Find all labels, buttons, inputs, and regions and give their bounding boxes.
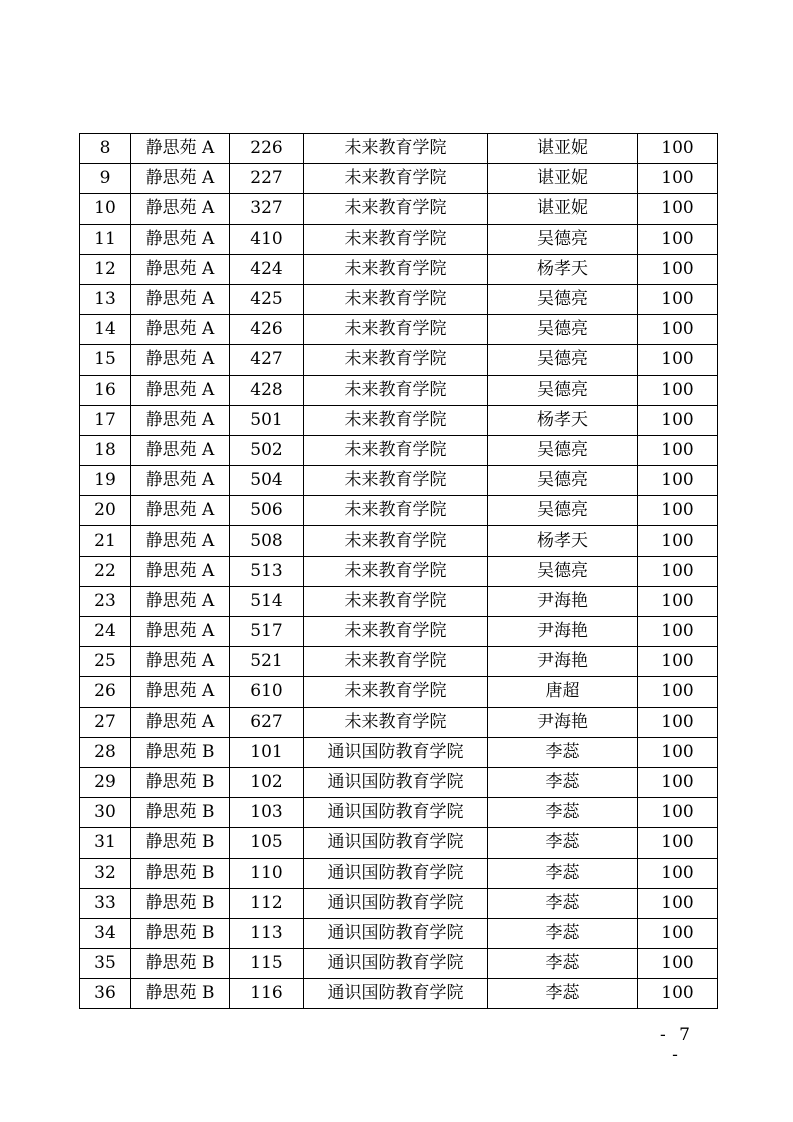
row-index-cell: 35 (80, 949, 131, 979)
college-cell: 通识国防教育学院 (304, 979, 488, 1009)
score-cell: 100 (638, 405, 718, 435)
counselor-cell: 李蕊 (488, 737, 638, 767)
building-cell: 静思苑 A (131, 405, 230, 435)
room-number-cell: 110 (230, 858, 304, 888)
row-index-cell: 19 (80, 466, 131, 496)
college-cell: 通识国防教育学院 (304, 798, 488, 828)
table-row (80, 767, 718, 797)
building-cell: 静思苑 B (131, 798, 230, 828)
room-number-cell: 504 (230, 466, 304, 496)
counselor-cell: 尹海艳 (488, 707, 638, 737)
building-cell: 静思苑 A (131, 435, 230, 465)
score-cell: 100 (638, 315, 718, 345)
room-number-cell: 514 (230, 586, 304, 616)
table-row (80, 918, 718, 948)
table-row (80, 617, 718, 647)
score-cell: 100 (638, 767, 718, 797)
room-number-cell: 105 (230, 828, 304, 858)
score-cell: 100 (638, 798, 718, 828)
row-index-cell: 36 (80, 979, 131, 1009)
counselor-cell: 吴德亮 (488, 375, 638, 405)
college-cell: 未来教育学院 (304, 496, 488, 526)
table-row (80, 526, 718, 556)
counselor-cell: 吴德亮 (488, 466, 638, 496)
row-index-cell: 18 (80, 435, 131, 465)
counselor-cell: 李蕊 (488, 888, 638, 918)
table-row (80, 315, 718, 345)
room-number-cell: 112 (230, 888, 304, 918)
room-number-cell: 116 (230, 979, 304, 1009)
row-index-cell: 12 (80, 254, 131, 284)
score-cell: 100 (638, 254, 718, 284)
room-number-cell: 424 (230, 254, 304, 284)
room-number-cell: 102 (230, 767, 304, 797)
building-cell: 静思苑 A (131, 586, 230, 616)
table-row (80, 647, 718, 677)
counselor-cell: 吴德亮 (488, 315, 638, 345)
college-cell: 未来教育学院 (304, 345, 488, 375)
score-cell: 100 (638, 556, 718, 586)
table-row (80, 466, 718, 496)
counselor-cell: 李蕊 (488, 828, 638, 858)
table-row (80, 194, 718, 224)
counselor-cell: 杨孝天 (488, 405, 638, 435)
college-cell: 未来教育学院 (304, 224, 488, 254)
building-cell: 静思苑 A (131, 134, 230, 164)
room-number-cell: 502 (230, 435, 304, 465)
college-cell: 未来教育学院 (304, 284, 488, 314)
page-number: - 7 - (660, 1025, 694, 1065)
table-row (80, 254, 718, 284)
counselor-cell: 谌亚妮 (488, 194, 638, 224)
college-cell: 未来教育学院 (304, 556, 488, 586)
table-row (80, 586, 718, 616)
room-number-cell: 227 (230, 164, 304, 194)
room-number-cell: 226 (230, 134, 304, 164)
college-cell: 未来教育学院 (304, 526, 488, 556)
table-row (80, 798, 718, 828)
building-cell: 静思苑 A (131, 224, 230, 254)
dormitory-score-table (79, 133, 718, 1009)
room-number-cell: 428 (230, 375, 304, 405)
row-index-cell: 10 (80, 194, 131, 224)
row-index-cell: 22 (80, 556, 131, 586)
college-cell: 未来教育学院 (304, 164, 488, 194)
row-index-cell: 27 (80, 707, 131, 737)
building-cell: 静思苑 B (131, 858, 230, 888)
score-cell: 100 (638, 858, 718, 888)
table-row (80, 496, 718, 526)
row-index-cell: 14 (80, 315, 131, 345)
building-cell: 静思苑 A (131, 466, 230, 496)
score-cell: 100 (638, 677, 718, 707)
counselor-cell: 李蕊 (488, 949, 638, 979)
row-index-cell: 23 (80, 586, 131, 616)
table-row (80, 134, 718, 164)
score-cell: 100 (638, 466, 718, 496)
dormitory-score-table-container (79, 133, 717, 1009)
row-index-cell: 31 (80, 828, 131, 858)
score-cell: 100 (638, 194, 718, 224)
room-number-cell: 513 (230, 556, 304, 586)
college-cell: 通识国防教育学院 (304, 949, 488, 979)
counselor-cell: 李蕊 (488, 767, 638, 797)
table-row (80, 979, 718, 1009)
college-cell: 通识国防教育学院 (304, 888, 488, 918)
counselor-cell: 李蕊 (488, 979, 638, 1009)
counselor-cell: 尹海艳 (488, 647, 638, 677)
score-cell: 100 (638, 435, 718, 465)
college-cell: 通识国防教育学院 (304, 858, 488, 888)
building-cell: 静思苑 A (131, 254, 230, 284)
score-cell: 100 (638, 888, 718, 918)
row-index-cell: 17 (80, 405, 131, 435)
college-cell: 未来教育学院 (304, 405, 488, 435)
score-cell: 100 (638, 828, 718, 858)
table-row (80, 284, 718, 314)
building-cell: 静思苑 A (131, 617, 230, 647)
row-index-cell: 16 (80, 375, 131, 405)
row-index-cell: 34 (80, 918, 131, 948)
room-number-cell: 627 (230, 707, 304, 737)
counselor-cell: 吴德亮 (488, 435, 638, 465)
score-cell: 100 (638, 949, 718, 979)
building-cell: 静思苑 A (131, 284, 230, 314)
row-index-cell: 8 (80, 134, 131, 164)
room-number-cell: 521 (230, 647, 304, 677)
row-index-cell: 9 (80, 164, 131, 194)
table-row (80, 828, 718, 858)
score-cell: 100 (638, 526, 718, 556)
counselor-cell: 吴德亮 (488, 224, 638, 254)
row-index-cell: 28 (80, 737, 131, 767)
room-number-cell: 113 (230, 918, 304, 948)
score-cell: 100 (638, 284, 718, 314)
score-cell: 100 (638, 617, 718, 647)
college-cell: 未来教育学院 (304, 466, 488, 496)
room-number-cell: 410 (230, 224, 304, 254)
counselor-cell: 吴德亮 (488, 284, 638, 314)
college-cell: 通识国防教育学院 (304, 737, 488, 767)
room-number-cell: 506 (230, 496, 304, 526)
college-cell: 未来教育学院 (304, 647, 488, 677)
room-number-cell: 426 (230, 315, 304, 345)
room-number-cell: 508 (230, 526, 304, 556)
row-index-cell: 26 (80, 677, 131, 707)
room-number-cell: 103 (230, 798, 304, 828)
score-cell: 100 (638, 375, 718, 405)
building-cell: 静思苑 A (131, 496, 230, 526)
table-row (80, 949, 718, 979)
table-row (80, 345, 718, 375)
building-cell: 静思苑 B (131, 737, 230, 767)
row-index-cell: 24 (80, 617, 131, 647)
room-number-cell: 115 (230, 949, 304, 979)
building-cell: 静思苑 A (131, 556, 230, 586)
room-number-cell: 610 (230, 677, 304, 707)
score-cell: 100 (638, 586, 718, 616)
building-cell: 静思苑 A (131, 526, 230, 556)
room-number-cell: 425 (230, 284, 304, 314)
score-cell: 100 (638, 979, 718, 1009)
building-cell: 静思苑 A (131, 707, 230, 737)
building-cell: 静思苑 B (131, 767, 230, 797)
counselor-cell: 谌亚妮 (488, 164, 638, 194)
building-cell: 静思苑 B (131, 918, 230, 948)
room-number-cell: 101 (230, 737, 304, 767)
college-cell: 通识国防教育学院 (304, 918, 488, 948)
table-row (80, 858, 718, 888)
table-row (80, 224, 718, 254)
counselor-cell: 杨孝天 (488, 526, 638, 556)
college-cell: 未来教育学院 (304, 375, 488, 405)
college-cell: 未来教育学院 (304, 194, 488, 224)
counselor-cell: 谌亚妮 (488, 134, 638, 164)
building-cell: 静思苑 A (131, 194, 230, 224)
college-cell: 通识国防教育学院 (304, 828, 488, 858)
college-cell: 未来教育学院 (304, 254, 488, 284)
counselor-cell: 吴德亮 (488, 556, 638, 586)
score-cell: 100 (638, 164, 718, 194)
college-cell: 未来教育学院 (304, 707, 488, 737)
counselor-cell: 尹海艳 (488, 617, 638, 647)
counselor-cell: 李蕊 (488, 918, 638, 948)
building-cell: 静思苑 A (131, 375, 230, 405)
building-cell: 静思苑 A (131, 164, 230, 194)
counselor-cell: 李蕊 (488, 798, 638, 828)
table-row (80, 888, 718, 918)
college-cell: 未来教育学院 (304, 677, 488, 707)
score-cell: 100 (638, 134, 718, 164)
score-cell: 100 (638, 224, 718, 254)
college-cell: 未来教育学院 (304, 134, 488, 164)
row-index-cell: 32 (80, 858, 131, 888)
row-index-cell: 33 (80, 888, 131, 918)
college-cell: 未来教育学院 (304, 315, 488, 345)
building-cell: 静思苑 B (131, 949, 230, 979)
table-row (80, 164, 718, 194)
table-row (80, 677, 718, 707)
building-cell: 静思苑 A (131, 647, 230, 677)
row-index-cell: 30 (80, 798, 131, 828)
score-cell: 100 (638, 496, 718, 526)
score-cell: 100 (638, 345, 718, 375)
table-row (80, 707, 718, 737)
counselor-cell: 李蕊 (488, 858, 638, 888)
counselor-cell: 吴德亮 (488, 496, 638, 526)
college-cell: 未来教育学院 (304, 617, 488, 647)
building-cell: 静思苑 B (131, 828, 230, 858)
row-index-cell: 20 (80, 496, 131, 526)
building-cell: 静思苑 A (131, 345, 230, 375)
counselor-cell: 杨孝天 (488, 254, 638, 284)
table-row (80, 375, 718, 405)
table-row (80, 556, 718, 586)
room-number-cell: 427 (230, 345, 304, 375)
table-body (80, 134, 718, 1009)
counselor-cell: 吴德亮 (488, 345, 638, 375)
row-index-cell: 11 (80, 224, 131, 254)
room-number-cell: 501 (230, 405, 304, 435)
score-cell: 100 (638, 737, 718, 767)
room-number-cell: 327 (230, 194, 304, 224)
row-index-cell: 15 (80, 345, 131, 375)
room-number-cell: 517 (230, 617, 304, 647)
row-index-cell: 25 (80, 647, 131, 677)
college-cell: 通识国防教育学院 (304, 767, 488, 797)
row-index-cell: 29 (80, 767, 131, 797)
college-cell: 未来教育学院 (304, 586, 488, 616)
table-row (80, 405, 718, 435)
building-cell: 静思苑 A (131, 315, 230, 345)
row-index-cell: 21 (80, 526, 131, 556)
building-cell: 静思苑 A (131, 677, 230, 707)
college-cell: 未来教育学院 (304, 435, 488, 465)
counselor-cell: 尹海艳 (488, 586, 638, 616)
score-cell: 100 (638, 647, 718, 677)
score-cell: 100 (638, 707, 718, 737)
score-cell: 100 (638, 918, 718, 948)
building-cell: 静思苑 B (131, 888, 230, 918)
row-index-cell: 13 (80, 284, 131, 314)
table-row (80, 737, 718, 767)
table-row (80, 435, 718, 465)
counselor-cell: 唐超 (488, 677, 638, 707)
building-cell: 静思苑 B (131, 979, 230, 1009)
